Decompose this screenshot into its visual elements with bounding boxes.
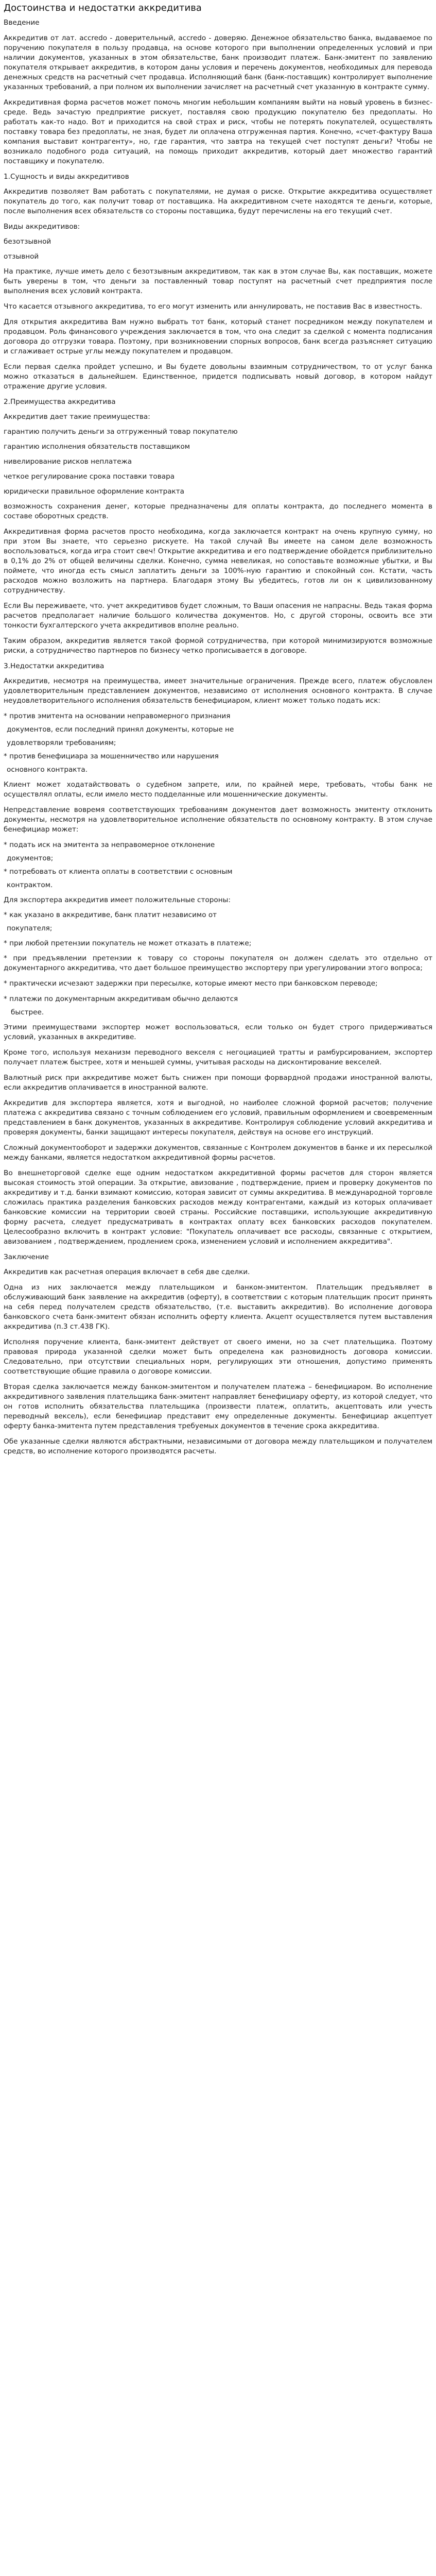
paragraph: * как указано в аккредитиве, банк платит независимо от <box>4 911 217 919</box>
paragraph: Обе указанные сделки являются абстрактными, независимыми от договора между плательщиком и получателем средств, во исполнение которого производятся расчеты. <box>4 1437 432 1455</box>
paragraph: * против эмитента на основании неправомерного признания <box>4 712 231 720</box>
paragraph: удовлетворяли требованиям; <box>7 739 116 747</box>
paragraph: Клиент может ходатайствовать о судебном запрете, или, по крайней мере, требовать, чтобы банк не осуществлял оплаты, если имело место подделанные или мошеннические документы. <box>4 781 432 799</box>
paragraph: четкое регулирование срока поставки товара <box>4 472 175 481</box>
paragraph: Аккредитив для экспортера является, хотя и выгодной, но наиболее сложной формой расчетов; получение платежа с аккредитива связано с точным соблюдением его условий, правильным оформлением и своевременным представлением в банк документов, указанных в аккредитиве. Контролируя соблюдение условий аккредитива и проверяя документы, банки защищают интересы покупателя, действуя на основе его инструкций. <box>4 1099 432 1137</box>
paragraph: документов; <box>7 854 54 862</box>
paragraph: * при любой претензии покупатель не может отказать в платеже; <box>4 939 252 947</box>
paragraph: возможность сохранения денег, которые предназначены для оплаты контракта, до последнего момента в составе оборотных средств. <box>4 502 432 520</box>
paragraph: * платежи по документарным аккредитивам обычно делаются <box>4 995 238 1003</box>
paragraph: Для экспортера аккредитив имеет положительные стороны: <box>4 896 231 904</box>
paragraph: Что касается отзывного аккредитива, то его могут изменить или аннулировать, не поставив Вас в известность. <box>4 302 423 311</box>
paragraph: Аккредитив, несмотря на преимущества, имеет значительные ограничения. Прежде всего, платеж обусловлен удовлетворительным представлением документов, независимо от исполнения основного контракта. В случае неудовлетворительного исполнения обязательств бенефициаром, клиент может только подать иск: <box>4 677 432 705</box>
page-title: Достоинства и недостатки аккредитива <box>4 3 202 13</box>
paragraph: Виды аккредитивов: <box>4 223 80 231</box>
paragraph: Кроме того, используя механизм переводного векселя с негоциацией тратты и рамбурсированием, экспортер получает платеж быстрее, хотя и меньшей суммы, учитывая расходы на дисконтирование векселей. <box>4 1048 432 1066</box>
paragraph: Для открытия аккредитива Вам нужно выбрать тот банк, который станет посредником между покупателем и продавцом. Роль финансового учреждения заключается в том, что она следит за сделкой с момента подписания договора до отгрузки товара. Поэтому, при возникновении спорных вопросов, банк всегда разъясняет ситуацию и сглаживает острые углы между покупателем и продавцом. <box>4 318 432 355</box>
paragraph: Аккредитив как расчетная операция включает в себя две сделки. <box>4 1268 250 1276</box>
paragraph: На практике, лучше иметь дело с безотзывным аккредитивом, так как в этом случае Вы, как поставщик, можете быть уверены в том, что деньги за поставленный товар поступят на расчетный счет предприятия после выполнения всех условий контракта. <box>4 267 432 295</box>
paragraph: Этими преимуществами экспортер может воспользоваться, если только он будет строго придерживаться условий, указанных в аккредитиве. <box>4 1023 432 1041</box>
paragraph: Аккредитивная форма расчетов может помочь многим небольшим компаниям выйти на новый уровень в бизнес-среде. Ведь зачастую предприятие рискует, поставляя свою продукцию покупателю без предоплаты. Но работать как-то надо. Вот и приходится на свой страх и риск, чтобы не потерять покупателей, осуществлять поставку товара без предоплаты, не зная, будет ли оплачена отгруженная партия. Конечно, «счет-фактуру Ваша компания выставит контрагенту», но, где гарантия, что завтра на текущей счет поступят деньги? Чтобы не возникало подобного рода ситуаций, на помощь приходит аккредитив, который дает множество гарантий поставщику и покупателю. <box>4 98 432 165</box>
paragraph: безотзывной <box>4 238 51 246</box>
paragraph: отзывной <box>4 252 39 261</box>
paragraph: Одна из них заключается между плательщиком и банком-эмитентом. Плательщик предъявляет в обслуживающий банк заявление на аккредитив (оферту), в соответствии с которым плательщик просит принять на себя перед получателем средств обязательство, (т.е. выставить аккредитив). Во исполнение договора банковского счета банк-эмитент обязан исполнить оферту клиента. Акцепт осуществляется путем выставления аккредитива (п.3 ст.438 ГК). <box>4 1283 432 1331</box>
paragraph: Сложный документооборот и задержки документов, связанные с Контролем документов в банке и их пересылкой между банками, является недостатком аккредитивной формы расчетов. <box>4 1144 432 1162</box>
paragraph: контрактом. <box>7 881 53 889</box>
paragraph: 1.Сущность и виды аккредитивов <box>4 173 129 181</box>
paragraph: быстрее. <box>11 1008 44 1016</box>
paragraph: * при предъявлении претензии к товару со стороны покупателя он должен сделать это отдельно от документарного аккредитива, что дает большое преимущество экспортеру при урегулировании этого вопроса; <box>4 954 432 972</box>
paragraph: Если первая сделка пройдет успешно, и Вы будете довольны взаимным сотрудничеством, то от услуг банка можно отказаться в дальнейшем. Единственное, придется подписывать новый договор, в котором найдут отражение другие условия. <box>4 363 432 391</box>
paragraph: покупателя; <box>7 924 53 933</box>
paragraph: 2.Преимущества аккредитива <box>4 398 116 406</box>
paragraph: Аккредитивная форма расчетов просто необходима, когда заключается контракт на очень крупную сумму, но при этом Вы знаете, что серьезно рискуете. На такой случай Вы имеете на самом деле возможность воспользоваться, когда игра стоит свеч! Открытие аккредитива и его подтверждение обойдется приблизительно в 0,1% до 2% от общей величины сделки. Конечно, сумма невеликая, но сопоставьте возможные убытки, и Вы поймете, что иногда есть смысл заплатить деньги за 100%-ную гарантию и спокойный сон. Кстати, часть расходов можно возложить на партнера. Благодаря этому Вы убедитесь, готов ли он к цивилизованному сотрудничеству. <box>4 528 432 595</box>
paragraph: 3.Недостатки аккредитива <box>4 662 104 670</box>
paragraph: гарантию исполнения обязательств поставщиком <box>4 443 190 451</box>
paragraph: юридически правильное оформление контракта <box>4 487 185 496</box>
paragraph: Валютный риск при аккредитиве может быть снижен при помощи форвардной продажи иностранной валюты, если аккредитив оплачивается в иностранной валюте. <box>4 1074 432 1092</box>
paragraph: Аккредитив позволяет Вам работать с покупателями, не думая о риске. Открытие аккредитива осуществляет покупатель до того, как получит товар от поставщика. На аккредитивном счете находятся те деньги, которые, после выполнения всех обязательств со стороны поставщика, будут перечислены на его текущий счет. <box>4 188 432 215</box>
article-body <box>4 18 432 1456</box>
paragraph: гарантию получить деньги за отгруженный товар покупателю <box>4 428 238 436</box>
paragraph: Аккредитив от лат. accredo - доверительный, accredo - доверяю. Денежное обязательство банка, выдаваемое по поручению покупателя в пользу продавца, на основе которого при выполнении определенных условий и при наличии документов, указанных в этом обязательстве, банк производит платеж. Банк-эмитент по заявлению покупателя открывает аккредитив, в котором даны условия и перечень документов, необходимых для перевода денежных средств на расчетный счет продавца. Исполняющий банк (банк-поставщик) контролирует выполнение указанных требований, а при полном их выполнении зачисляет на расчетный счет указанную в контракте сумму. <box>4 34 432 91</box>
paragraph: Таким образом, аккредитив является такой формой сотрудничества, при которой минимизируются возможные риски, а сотрудничество партнеров по бизнесу четко прописывается в договоре. <box>4 637 432 655</box>
paragraph: Заключение <box>4 1253 49 1261</box>
paragraph: Если Вы переживаете, что. учет аккредитивов будет сложным, то Ваши опасения не напрасны. Ведь такая форма расчетов предполагает наличие большого количества документов. Но, с другой стороны, освоить все эти тонкости бухгалтерского учета аккредитивов вполне реально. <box>4 602 432 630</box>
paragraph: * против бенефициара за мошенничество или нарушения <box>4 752 219 760</box>
paragraph: основного контракта. <box>7 766 88 774</box>
paragraph: Аккредитив дает такие преимущества: <box>4 413 150 421</box>
paragraph: * потребовать от клиента оплаты в соответствии с основным <box>4 868 233 876</box>
paragraph: Во внешнеторговой сделке еще одним недостатком аккредитивной формы расчетов для сторон является высокая стоимость этой операции. За открытие, авизование , подтверждение, прием и проверку документов по аккредитиву и т.д. банки взимают комиссию, которая зависит от суммы аккредитива. В международной торговле сложилась практика разделения банковских расходов между контрагентами, каждый из которых оплачивает банковские комиссии на территории своей страны. Российские поставщики, использующие аккредитивную форму расчета, следует предусматривать в контрактах оплату всех банковских расходов покупателем. Целесообразно включить в контракт условие: "Покупатель оплачивает все расходы, связанные с открытием, авизованием , подтверждением, продлением срока, изменением условий и исполнением аккредитива". <box>4 1169 432 1246</box>
paragraph: * практически исчезают задержки при пересылке, которые имеют место при банковском переводе; <box>4 979 378 988</box>
paragraph: Вторая сделка заключается между банком-эмитентом и получателем платежа – бенефициаром. Во исполнение аккредитивного заявления плательщика банк-эмитент направляет бенефициару оферту, из которой следует, что он готов исполнить обязательства плательщика (произвести платеж, оплатить, акцептовать или учесть переводный вексель), если бенефициар представит ему определенные документы. Бенефициар акцептует оферту банка-эмитента путем представления требуемых документов в течение срока аккредитива. <box>4 1383 432 1430</box>
paragraph: * подать иск на эмитента за неправомерное отклонение <box>4 841 215 849</box>
paragraph: Введение <box>4 19 40 27</box>
paragraph: Непредставление вовремя соответствующих требованиям документов дает возможность эмитенту отклонить документы, несмотря на удовлетворительное исполнение обязательств по основному контракту. В этом случае бенефициар может: <box>4 806 432 834</box>
paragraph: документов, если последний принял документы, которые не <box>7 725 234 734</box>
paragraph: нивелирование рисков неплатежа <box>4 457 132 466</box>
paragraph: Исполняя поручение клиента, банк-эмитент действует от своего имени, но за счет плательщика. Поэтому правовая природа указанной сделки может быть определена как разновидность договора комиссии. Следовательно, при отсутствии специальных норм, регулирующих эти отношения, допустимо применять соответствующие общие правила о договоре комиссии. <box>4 1338 432 1376</box>
